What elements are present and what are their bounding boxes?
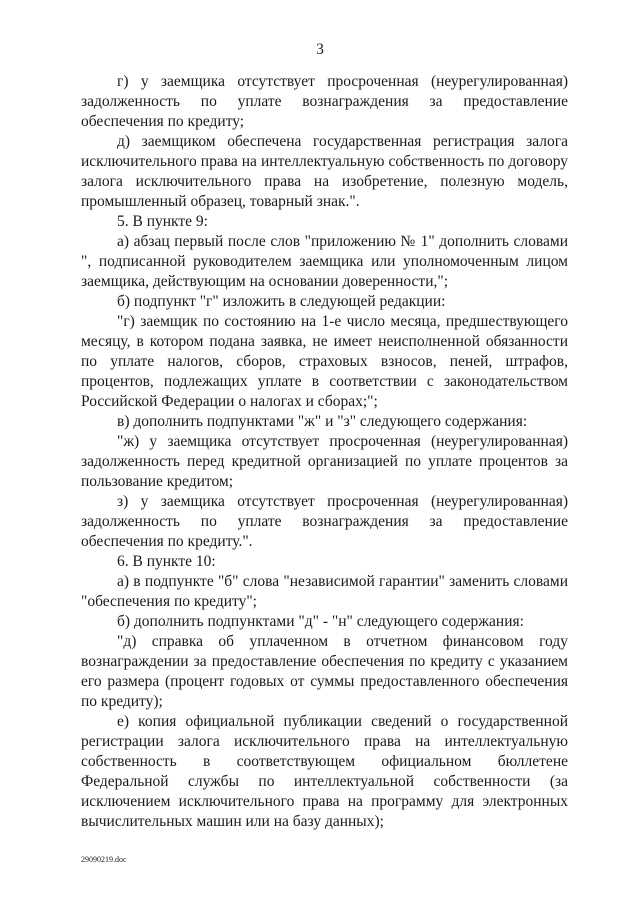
paragraph-point-5: 5. В пункте 9: xyxy=(117,213,208,230)
paragraph-5b: б) подпункт "г" изложить в следующей редакции: xyxy=(117,293,446,310)
paragraph-6a: а) в подпункте "б" слова "независимой гарантии" заменить словами "обеспечения по кредиту"; xyxy=(81,573,568,610)
paragraph-6e: е) копия официальной публикации сведений о государственной регистрации залога исключительного права на интеллектуальную собственность в соответствующем официальном бюллетене Федеральной службы по интеллектуальной собственности (за исключением исключительного права на программу для электронных вычислительных машин или на базу данных); xyxy=(81,713,568,830)
paragraph-5b-text: "г) заемщик по состоянию на 1-е число месяца, предшествующего месяцу, в котором подана заявка, не имеет неисполненной обязанности по уплате налогов, сборов, страховых взносов, пеней, штрафов, процентов, подлежащих уплате в соответствии с законодательством Российской Федерации о налогах и сборах;"; xyxy=(81,313,568,410)
paragraph-5z: з) у заемщика отсутствует просроченная (неурегулированная) задолженность по уплате вознаграждения за предоставление обеспечения по кредиту.". xyxy=(81,493,568,550)
paragraph-d: д) заемщиком обеспечена государственная регистрация залога исключительного права на интеллектуальную собственность по договору залога исключительного права на изобретение, полезную модель, промышленный образец, товарный знак.". xyxy=(81,133,568,210)
footer-filename: 29090219.doc xyxy=(81,855,127,864)
page-number: 3 xyxy=(316,41,324,58)
paragraph-5zh: "ж) у заемщика отсутствует просроченная (неурегулированная) задолженность перед кредитной организацией по уплате процентов за пользование кредитом; xyxy=(81,433,568,490)
paragraph-6d: "д) справка об уплаченном в отчетном финансовом году вознаграждении за предоставление обеспечения по кредиту с указанием его размера (процент годовых от суммы предоставленного обеспечения по кредиту); xyxy=(81,633,568,710)
paragraph-5v: в) дополнить подпунктами "ж" и "з" следующего содержания: xyxy=(117,413,528,430)
document-body xyxy=(81,72,568,832)
paragraph-point-6: 6. В пункте 10: xyxy=(117,553,216,570)
paragraph-g: г) у заемщика отсутствует просроченная (неурегулированная) задолженность по уплате вознаграждения за предоставление обеспечения по кредиту; xyxy=(81,73,568,130)
paragraph-6b: б) дополнить подпунктами "д" - "н" следующего содержания: xyxy=(117,613,524,630)
paragraph-5a: а) абзац первый после слов "приложению № 1" дополнить словами ", подписанной руководителем заемщика или уполномоченным лицом заемщика, действующим на основании доверенности,"; xyxy=(81,233,568,290)
